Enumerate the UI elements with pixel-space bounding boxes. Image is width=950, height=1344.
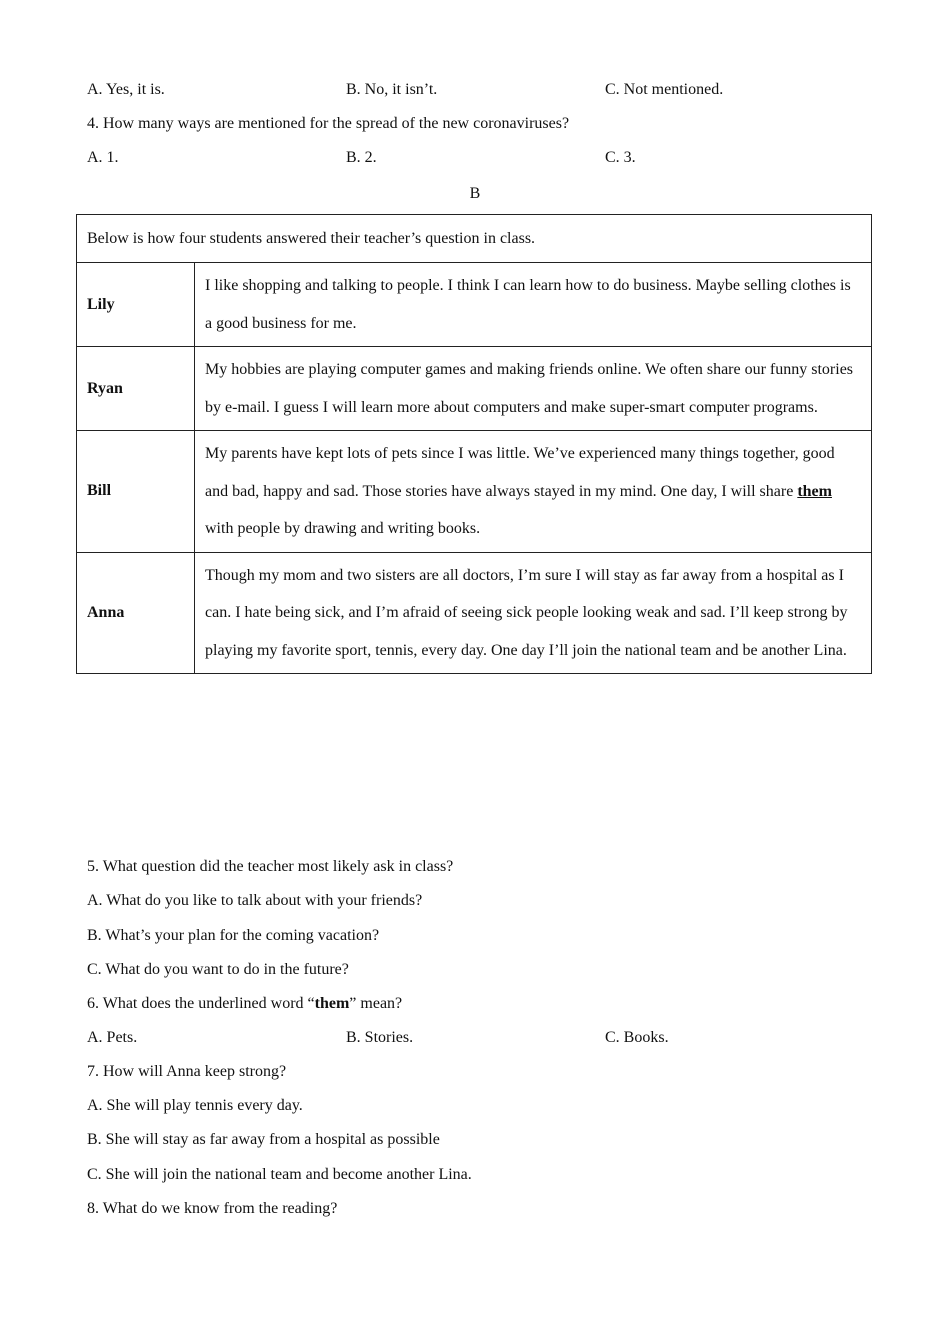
student-answer-bill xyxy=(195,431,872,553)
q5-option-a: A. What do you like to talk about with your friends? xyxy=(87,892,423,909)
q4-option-a: A. 1. xyxy=(87,149,119,166)
q4-options xyxy=(87,148,867,168)
q3-option-b: B. No, it isn’t. xyxy=(346,81,438,98)
q5-option-b: B. What’s your plan for the coming vacation? xyxy=(87,927,380,944)
section-b-label: B xyxy=(469,185,481,202)
student-name-bill: Bill xyxy=(77,431,195,553)
table-row xyxy=(77,347,872,431)
q7-question: 7. How will Anna keep strong? xyxy=(87,1063,287,1080)
q6-option-c: C. Books. xyxy=(605,1029,669,1046)
table-row xyxy=(77,552,872,674)
table-row xyxy=(77,431,872,553)
q6-option-b: B. Stories. xyxy=(346,1029,414,1046)
student-answer-anna: Though my mom and two sisters are all doctors, I’m sure I will stay as far away from a hospital as I can. I hate being sick, and I’m afraid of seeing sick people looking weak and sad. I’ll keep strong by playing my favorite sport, tennis, every day. One day I’ll join the national team and be another Lina. xyxy=(195,552,872,674)
students-answers-table xyxy=(76,214,872,674)
q6-question-word: them xyxy=(314,995,350,1012)
table-intro: Below is how four students answered their teacher’s question in class. xyxy=(77,215,872,263)
q3-options xyxy=(87,80,867,100)
bill-text-before: My parents have kept lots of pets since I was little. We’ve experienced many things together, good and bad, happy and sad. Those stories have always stayed in my mind. One day, I will share xyxy=(205,445,835,500)
q5-question: 5. What question did the teacher most likely ask in class? xyxy=(87,858,454,875)
q4-option-b: B. 2. xyxy=(346,149,377,166)
underlined-word-them: them xyxy=(797,482,832,500)
q6-options xyxy=(87,1028,867,1048)
student-name-lily: Lily xyxy=(77,263,195,347)
q6-question-after: ” mean? xyxy=(349,995,403,1012)
student-answer-lily: I like shopping and talking to people. I think I can learn how to do business. Maybe selling clothes is a good business for me. xyxy=(195,263,872,347)
q6-question-before: 6. What does the underlined word “ xyxy=(87,995,315,1012)
q8-question: 8. What do we know from the reading? xyxy=(87,1200,338,1217)
student-name-ryan: Ryan xyxy=(77,347,195,431)
q7-option-c: C. She will join the national team and become another Lina. xyxy=(87,1166,472,1183)
q4-option-c: C. 3. xyxy=(605,149,636,166)
q6-question xyxy=(87,994,402,1014)
table-row xyxy=(77,215,872,263)
q3-option-c: C. Not mentioned. xyxy=(605,81,724,98)
q7-option-a: A. She will play tennis every day. xyxy=(87,1097,303,1114)
q6-option-a: A. Pets. xyxy=(87,1029,138,1046)
bill-text-after: with people by drawing and writing books. xyxy=(205,520,481,537)
q7-option-b: B. She will stay as far away from a hospital as possible xyxy=(87,1131,440,1148)
student-name-anna: Anna xyxy=(77,552,195,674)
q5-option-c: C. What do you want to do in the future? xyxy=(87,961,349,978)
q4-question: 4. How many ways are mentioned for the spread of the new coronaviruses? xyxy=(87,115,570,132)
student-answer-ryan: My hobbies are playing computer games and making friends online. We often share our funny stories by e-mail. I guess I will learn more about computers and make super-smart computer programs. xyxy=(195,347,872,431)
table-row xyxy=(77,263,872,347)
q3-option-a: A. Yes, it is. xyxy=(87,81,165,98)
